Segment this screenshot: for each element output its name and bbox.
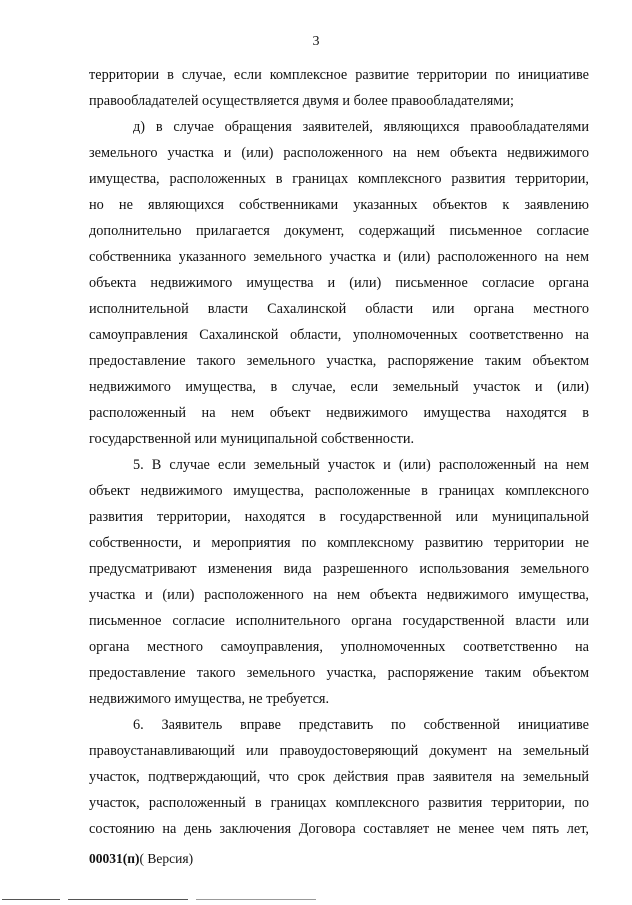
text-line: собственника указанного земельного участка и (или) расположенного на нем (89, 249, 589, 265)
text-line: дополнительно прилагается документ, содержащий письменное согласие (89, 223, 589, 239)
document-body (89, 62, 589, 842)
text-line: расположенный на нем объект недвижимого имущества находятся в (89, 405, 589, 421)
scan-artifact-line (196, 899, 316, 900)
text-line: предоставление такого земельного участка, распоряжение таким объектом (89, 353, 589, 369)
text-line: предусматривают изменения вида разрешенного использования земельного (89, 561, 589, 577)
text-line: правообладателей осуществляется двумя и более правообладателями; (89, 93, 514, 109)
document-code (89, 851, 193, 867)
paragraph-item-5 (89, 452, 589, 712)
text-line: собственности, и мероприятия по комплексному развитию территории не (89, 535, 589, 551)
text-line: территории в случае, если комплексное развитие территории по инициативе (89, 67, 589, 83)
text-line: объект недвижимого имущества, расположенные в границах комплексного (89, 483, 589, 499)
text-line: д) в случае обращения заявителей, являющихся правообладателями (133, 119, 589, 135)
scan-artifact-line (2, 899, 60, 900)
document-version: ( Версия) (139, 851, 194, 866)
text-line: участка и (или) расположенного на нем объекта недвижимого имущества, (89, 587, 589, 603)
text-line: органа местного самоуправления, уполномоченных соответственно на (89, 639, 589, 655)
text-line: недвижимого имущества, не требуется. (89, 691, 330, 707)
text-line: 6. Заявитель вправе представить по собственной инициативе (133, 717, 589, 733)
text-line: но не являющихся собственниками указанных объектов к заявлению (89, 197, 589, 213)
text-line: участок, расположенный в границах комплексного развития территории, по (89, 795, 589, 811)
text-line: исполнительной власти Сахалинской области или органа местного (89, 301, 589, 317)
text-line: земельного участка и (или) расположенного на нем объекта недвижимого (89, 145, 589, 161)
scan-artifact-line (68, 899, 188, 900)
text-line: предоставление такого земельного участка, распоряжение таким объектом (89, 665, 589, 681)
text-line: правоустанавливающий или правоудостоверяющий документ на земельный (89, 743, 589, 759)
text-line: состоянию на день заключения Договора составляет не менее чем пять лет, (89, 821, 589, 837)
page-number: 3 (312, 34, 320, 49)
text-line: письменное согласие исполнительного органа государственной власти или (89, 613, 589, 629)
paragraph-item-d (89, 114, 589, 452)
text-line: самоуправления Сахалинской области, уполномоченных соответственно на (89, 327, 589, 343)
text-line: объекта недвижимого имущества и (или) письменное согласие органа (89, 275, 589, 291)
text-line: недвижимого имущества, в случае, если земельный участок и (или) (89, 379, 589, 395)
text-line: развития территории, находятся в государственной или муниципальной (89, 509, 589, 525)
paragraph-continuation (89, 62, 589, 114)
text-line: 5. В случае если земельный участок и (или) расположенный на нем (133, 457, 589, 473)
paragraph-item-6 (89, 712, 589, 842)
text-line: государственной или муниципальной собственности. (89, 431, 415, 447)
document-code-number: 00031(п) (89, 851, 140, 866)
text-line: имущества, расположенных в границах комплексного развития территории, (89, 171, 589, 187)
text-line: участок, подтверждающий, что срок действия прав заявителя на земельный (89, 769, 589, 785)
